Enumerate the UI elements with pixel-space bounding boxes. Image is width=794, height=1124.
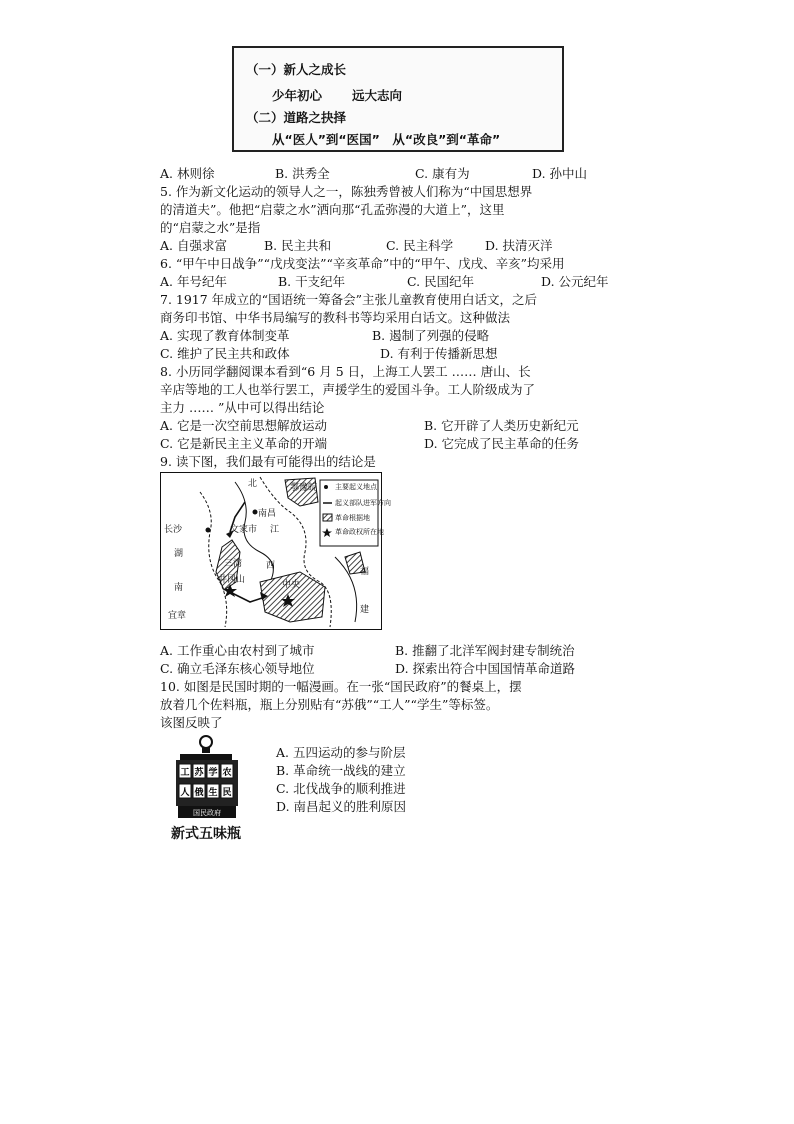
q4-option-c: C. 康有为 bbox=[415, 166, 470, 181]
outline-box bbox=[232, 46, 564, 152]
cartoon-label-su: 苏 bbox=[194, 768, 204, 778]
revolution-map bbox=[160, 472, 391, 630]
q6-option-d: D. 公元纪年 bbox=[541, 274, 609, 289]
q7-option-d: D. 有利于传播新思想 bbox=[380, 346, 498, 361]
q7-line-2: 商务印书馆、中华书局编写的教科书等均采用白话文。这种做法 bbox=[160, 310, 511, 325]
map-label-sanwan: 三湾 bbox=[224, 559, 243, 569]
map-label-jian: 建 bbox=[360, 605, 370, 615]
q7-line-1: 7. 1917 年成立的“国语统一筹备会”主张儿童教育使用白话文，之后 bbox=[160, 292, 537, 307]
cartoon-caption: 新式五味瓶 bbox=[171, 826, 241, 842]
legend-label-regime: 革命政权所在地 bbox=[335, 528, 384, 536]
q6-option-b: B. 干支纪年 bbox=[278, 274, 346, 289]
legend-label-base: 革命根据地 bbox=[335, 514, 370, 522]
outline-item-1b: 远大志向 bbox=[352, 88, 403, 103]
q5-option-a: A. 自强求富 bbox=[160, 238, 227, 253]
q8-line-3: 主力 …… ”从中可以得出结论 bbox=[160, 400, 325, 415]
map-label-zhongyang: 中央 bbox=[282, 580, 301, 590]
q4-option-b: B. 洪秀全 bbox=[275, 166, 330, 181]
q7-option-c: C. 维护了民主共和政体 bbox=[160, 346, 290, 361]
q5-line-1: 5. 作为新文化运动的领导人之一，陈独秀曾被人们称为“中国思想界 bbox=[160, 184, 533, 199]
nanchang-point bbox=[253, 510, 258, 515]
q8-option-d: D. 它完成了民主革命的任务 bbox=[424, 436, 580, 451]
q9-option-d: D. 探索出符合中国国情革命道路 bbox=[395, 661, 576, 676]
legend-base-icon bbox=[323, 514, 332, 521]
q9-option-b: B. 推翻了北洋军阀封建专制统治 bbox=[395, 643, 575, 658]
map-label-nan: 南 bbox=[174, 583, 184, 593]
cartoon-label-sheng: 生 bbox=[208, 788, 218, 798]
q8-line-1: 8. 小历同学翻阅课本看到“6 月 5 日，上海工人罢工 …… 唐山、长 bbox=[160, 364, 531, 379]
q10-line-3: 该图反映了 bbox=[160, 715, 223, 730]
map-label-xi: 西 bbox=[266, 561, 276, 571]
q8-option-b: B. 它开辟了人类历史新纪元 bbox=[424, 418, 579, 433]
q9-option-c: C. 确立毛泽东核心领导地位 bbox=[160, 661, 315, 676]
q10-option-c: C. 北伐战争的顺利推进 bbox=[276, 781, 406, 796]
cartoon-label-min: 民 bbox=[222, 788, 232, 798]
q6-option-c: C. 民国纪年 bbox=[407, 274, 475, 289]
map-label-north: 北 bbox=[248, 479, 258, 489]
q10-line-1: 10. 如图是民国时期的一幅漫画。在一张“国民政府”的餐桌上，摆 bbox=[160, 679, 522, 694]
outline-item-1a: 少年初心 bbox=[272, 88, 323, 103]
q9-line-1: 9. 读下图，我们最有可能得出的结论是 bbox=[160, 454, 376, 469]
map-label-eyuwan: 鄂豫皖 bbox=[290, 483, 318, 493]
five-flavor-bottle-cartoon bbox=[172, 734, 246, 822]
map-label-yizhang: 宜章 bbox=[168, 611, 187, 621]
q10-option-d: D. 南昌起义的胜利原因 bbox=[276, 799, 407, 814]
q7-option-b: B. 遏制了列强的侵略 bbox=[372, 328, 490, 343]
q10-line-2: 放着几个佐料瓶，瓶上分别贴有“苏俄”“工人”“学生”等标签。 bbox=[160, 697, 499, 712]
map-label-changsha: 长沙 bbox=[164, 525, 183, 535]
q8-line-2: 辛店等地的工人也举行罢工，声援学生的爱国斗争。工人阶级成为了 bbox=[160, 382, 536, 397]
q5-line-2: 的清道夫”。他把“启蒙之水”洒向那“孔孟弥漫的大道上”，这里 bbox=[160, 202, 505, 217]
cartoon-label-e: 俄 bbox=[194, 788, 204, 798]
q4-option-a: A. 林则徐 bbox=[160, 166, 215, 181]
q4-option-d: D. 孙中山 bbox=[532, 166, 588, 181]
map-label-jinggangshan: 井冈山 bbox=[218, 575, 246, 585]
q10-option-b: B. 革命统一战线的建立 bbox=[276, 763, 406, 778]
q10-option-a: A. 五四运动的参与阶层 bbox=[276, 745, 406, 760]
cartoon-label-nong: 农 bbox=[222, 768, 232, 778]
q7-option-a: A. 实现了教育体制变革 bbox=[160, 328, 290, 343]
q8-option-a: A. 它是一次空前思想解放运动 bbox=[160, 418, 327, 433]
q5-option-d: D. 扶清灭洋 bbox=[485, 238, 553, 253]
map-label-wenjiashi: 文家市 bbox=[230, 525, 258, 535]
q9-option-a: A. 工作重心由农村到了城市 bbox=[160, 643, 315, 658]
map-label-jiang: 江 bbox=[270, 525, 280, 535]
legend-label-uprising: 主要起义地点 bbox=[335, 483, 377, 491]
q6-option-a: A. 年号纪年 bbox=[160, 274, 227, 289]
outline-path: 从“医人”到“医国” 从“改良”到“革命” bbox=[272, 132, 501, 147]
legend-uprising-icon bbox=[324, 485, 328, 489]
q6-line-1: 6. “甲午中日战争”“戊戌变法”“辛亥革命”中的“甲午、戊戌、辛亥”均采用 bbox=[160, 256, 565, 271]
map-label-fu: 福 bbox=[360, 567, 370, 577]
legend-label-arrow: 起义部队进军方向 bbox=[335, 499, 391, 507]
cartoon-label-xue: 学 bbox=[208, 768, 218, 778]
q8-option-c: C. 它是新民主主义革命的开端 bbox=[160, 436, 328, 451]
cartoon-table-label: 国民政府 bbox=[193, 809, 221, 817]
cartoon-label-gong: 工 bbox=[180, 768, 190, 778]
q5-option-c: C. 民主科学 bbox=[386, 238, 454, 253]
cartoon-label-ren: 人 bbox=[180, 788, 190, 798]
map-label-nanchang: 南昌 bbox=[258, 509, 277, 519]
q5-option-b: B. 民主共和 bbox=[264, 238, 332, 253]
q5-line-3: 的“启蒙之水”是指 bbox=[160, 220, 261, 235]
outline-section-2: （二）道路之抉择 bbox=[246, 110, 347, 125]
map-label-hu: 湖 bbox=[174, 549, 184, 559]
outline-section-1: （一）新人之成长 bbox=[246, 62, 347, 77]
changsha-point bbox=[206, 528, 211, 533]
